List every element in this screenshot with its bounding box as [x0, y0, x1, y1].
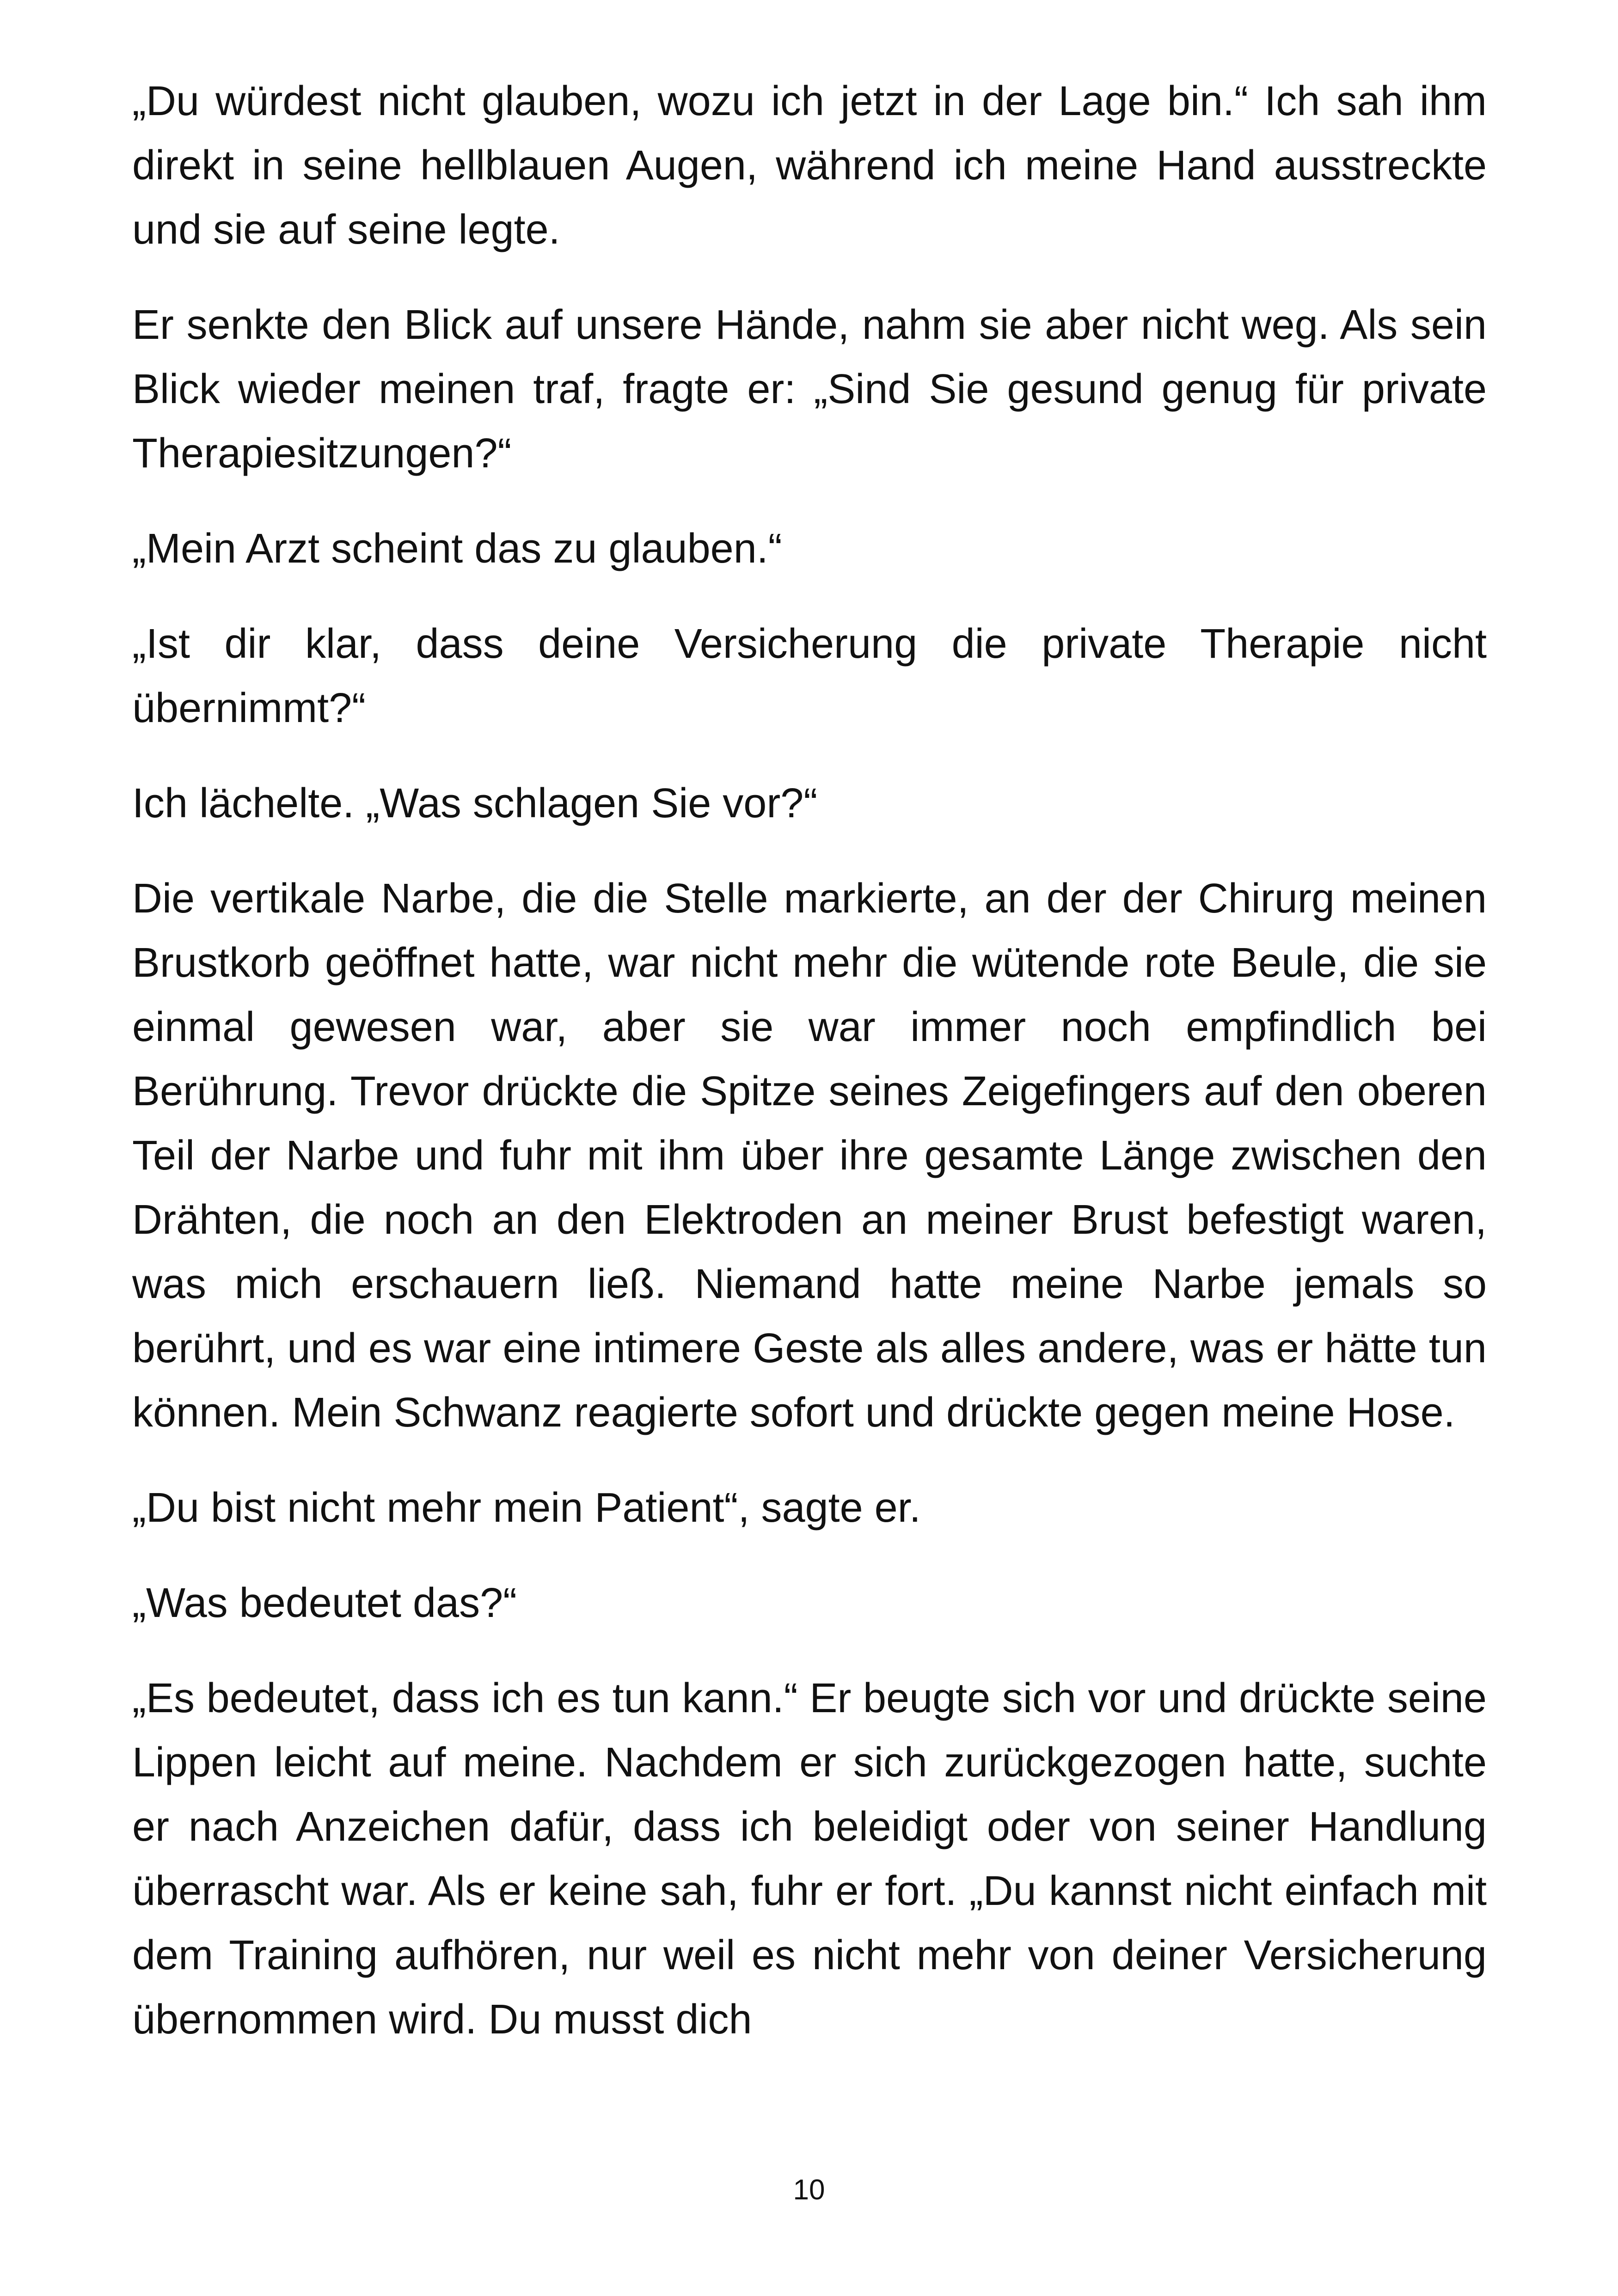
- paragraph: „Du bist nicht mehr mein Patient“, sagte er.: [132, 1485, 921, 1531]
- paragraph: „Es bedeutet, dass ich es tun kann.“ Er beugte sich vor und drückte seine Lippen leicht auf meine. Nachdem er sich zurückgezogen hatte, suchte er nach Anzeichen dafür, dass ich beleidigt oder von seiner Handlung überrascht war. Als er keine sah, fuhr er fort. „Du kannst nicht einfach mit dem Training aufhören, nur weil es nicht mehr von deiner Versicherung übernommen wird. Du musst dich: [132, 1675, 1487, 2043]
- page-number: 10: [793, 2174, 825, 2206]
- paragraph: „Was bedeutet das?“: [132, 1580, 517, 1626]
- paragraph: Er senkte den Blick auf unsere Hände, nahm sie aber nicht weg. Als sein Blick wieder meinen traf, fragte er: „Sind Sie gesund genug für private Therapiesitzungen?“: [132, 302, 1487, 477]
- body-text: [132, 69, 1487, 2083]
- paragraph: Die vertikale Narbe, die die Stelle markierte, an der der Chirurg meinen Brustkorb geöffnet hatte, war nicht mehr die wütende rote Beule, die sie einmal gewesen war, aber sie war immer noch empfindlich bei Berührung. Trevor drückte die Spitze seines Zeigefingers auf den oberen Teil der Narbe und fuhr mit ihm über ihre gesamte Länge zwischen den Drähten, die noch an den Elektroden an meiner Brust befestigt waren, was mich erschauern ließ. Niemand hatte meine Narbe jemals so berührt, und es war eine intimere Geste als alles andere, was er hätte tun können. Mein Schwanz reagierte sofort und drückte gegen meine Hose.: [132, 876, 1487, 1436]
- paragraph: „Mein Arzt scheint das zu glauben.“: [132, 526, 782, 572]
- paragraph: Ich lächelte. „Was schlagen Sie vor?“: [132, 780, 818, 827]
- paragraph: „Ist dir klar, dass deine Versicherung die private Therapie nicht übernimmt?“: [132, 621, 1487, 731]
- paragraph: „Du würdest nicht glauben, wozu ich jetzt in der Lage bin.“ Ich sah ihm direkt in seine hellblauen Augen, während ich meine Hand ausstreckte und sie auf seine legte.: [132, 78, 1487, 253]
